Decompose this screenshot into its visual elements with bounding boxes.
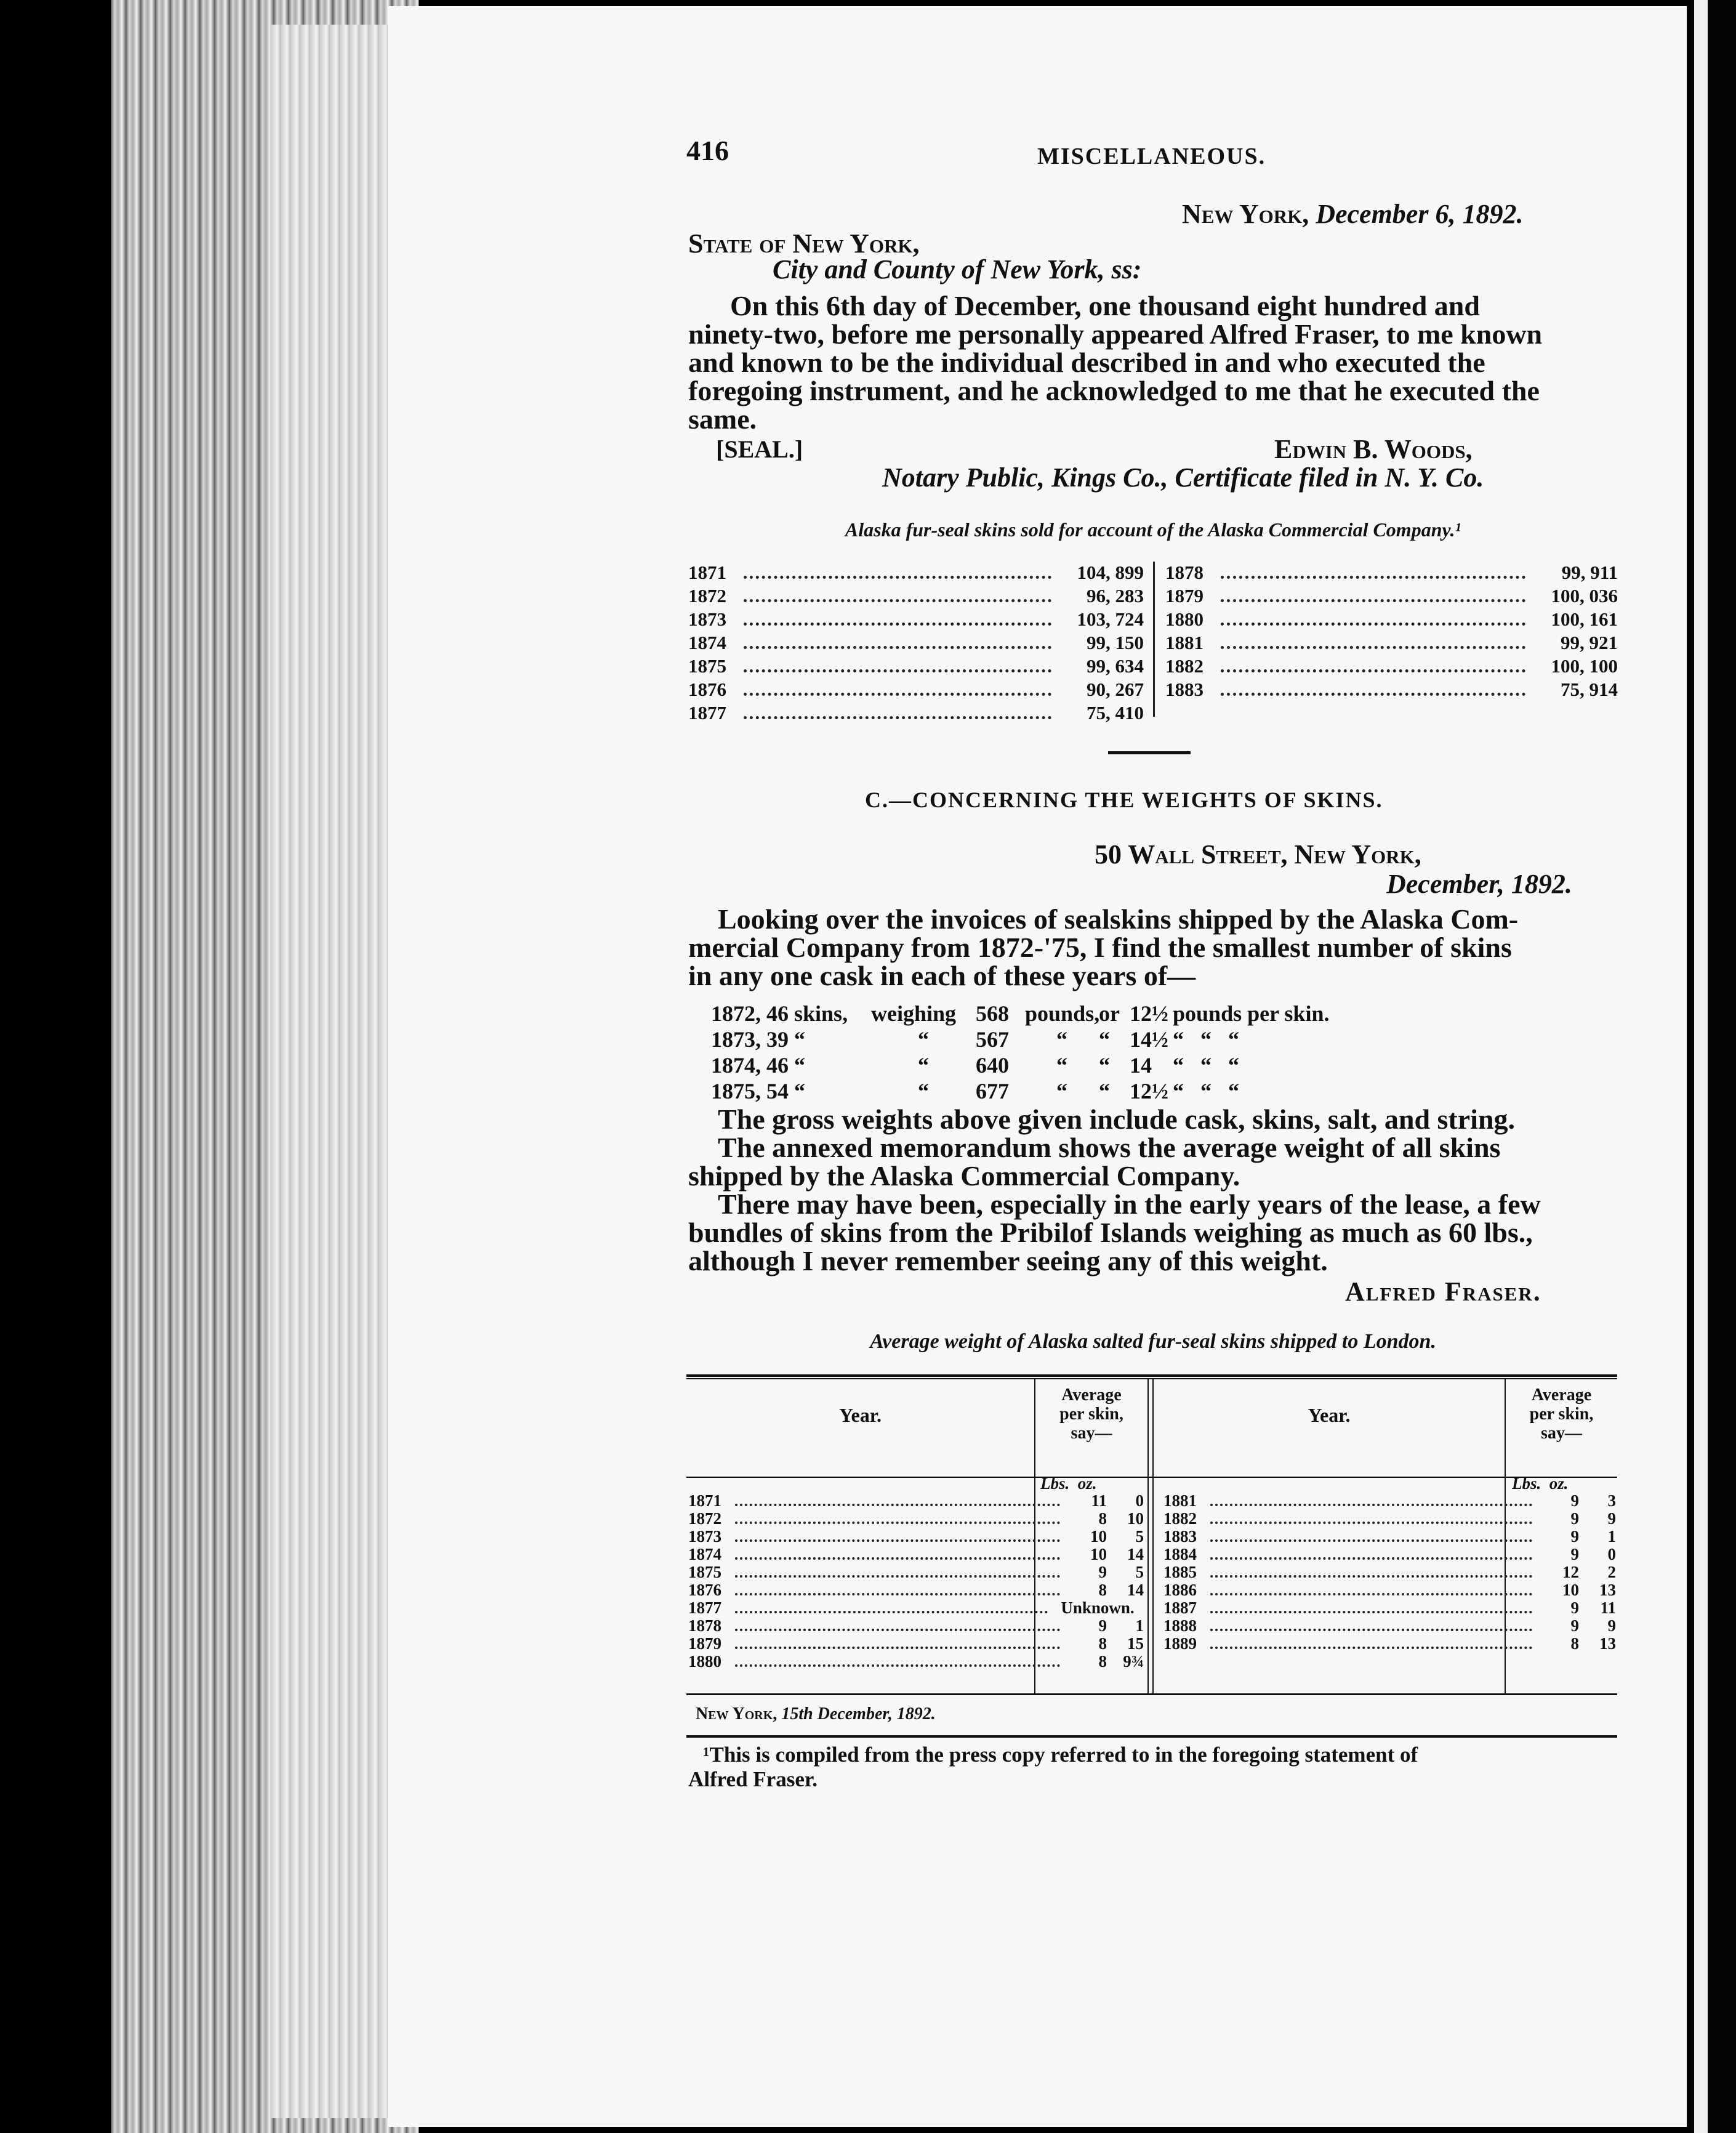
table-row: 1878 9 1 [688, 1616, 1144, 1635]
table-row: 1882 9 9 [1163, 1509, 1616, 1528]
footnote-rule [686, 1735, 1617, 1738]
table-row: 1873 10 5 [688, 1527, 1144, 1546]
affidavit-line: foregoing instrument, and he acknowledged to me that he executed the [688, 375, 1540, 406]
notary-title: Notary Public, Kings Co., Certificate filed in N. Y. Co. [882, 462, 1484, 493]
table-row: 1879 8 15 [688, 1634, 1144, 1653]
avg-table-left [688, 1491, 1144, 1670]
letter-intro [688, 905, 1618, 990]
avg-table-right [1163, 1491, 1616, 1652]
list-item: 1880 100, 161 [1165, 608, 1618, 630]
list-item: 1877 75, 410 [688, 702, 1144, 724]
paragraph-line: shipped by the Alaska Commercial Company. [688, 1160, 1240, 1191]
table-row: 1871 11 0 [688, 1491, 1144, 1510]
units-lbs: Lbs. oz. [1512, 1474, 1569, 1493]
paragraph-line: bundles of skins from the Pribilof Islands weighing as much as 60 lbs., [688, 1217, 1533, 1248]
paragraph-line: There may have been, especially in the early years of the lease, a few [718, 1188, 1541, 1220]
list-item: 1871 104, 899 [688, 562, 1144, 583]
affidavit-state-line: State of New York, [688, 228, 920, 259]
table-row: 1875 9 5 [688, 1563, 1144, 1581]
affidavit-line: and known to be the individual described in and who executed the [688, 347, 1485, 378]
units-lbs: Lbs. oz. [1040, 1474, 1097, 1493]
notary-name: Edwin B. Woods, [1274, 434, 1473, 464]
list-item: 1876 90, 267 [688, 679, 1144, 700]
table-header-rule [686, 1477, 1617, 1478]
col-header-year: Year. [1308, 1404, 1351, 1426]
table-row: 1874 10 14 [688, 1545, 1144, 1563]
section-rule [1108, 751, 1191, 754]
seal-mark: [SEAL.] [716, 435, 803, 463]
avg-table-footer: New York, 15th December, 1892. [696, 1704, 936, 1724]
table-row: 1876 8 14 [688, 1581, 1144, 1599]
letter-body [688, 1105, 1618, 1275]
page-number: 416 [686, 135, 729, 166]
skins-sold-right-column [1165, 562, 1618, 702]
paragraph-line: mercial Company from 1872-'75, I find the smallest number of skins [688, 932, 1512, 963]
col-header-average: Average per skin, say— [1529, 1385, 1594, 1443]
table-row: 1887 9 11 [1163, 1599, 1616, 1617]
skins-sold-divider [1153, 562, 1155, 717]
list-item: 1872, 46 skins, weighing 568 pounds, or 12½ pounds per skin. [711, 1001, 1330, 1026]
avg-table-caption: Average weight of Alaska salted fur-seal skins shipped to London. [870, 1330, 1436, 1353]
col-divider [1147, 1379, 1149, 1693]
paragraph-line: The gross weights above given include cask, skins, salt, and string. [718, 1103, 1516, 1135]
table-row: 1888 9 9 [1163, 1616, 1616, 1635]
table-row: 1886 10 13 [1163, 1581, 1616, 1599]
letter-address: 50 Wall Street, New York, [1095, 839, 1421, 869]
facing-page-edge [1694, 0, 1708, 2133]
running-head-section: MISCELLANEOUS. [1037, 143, 1266, 169]
skins-sold-left-column [688, 562, 1144, 725]
list-item: 1873 103, 724 [688, 608, 1144, 630]
affidavit-place-date: New York, December 6, 1892. [1182, 199, 1524, 229]
signature: Alfred Fraser. [1345, 1276, 1541, 1307]
table-row: 1884 9 0 [1163, 1545, 1616, 1563]
table-row: 1885 12 2 [1163, 1563, 1616, 1581]
list-item: 1881 99, 921 [1165, 632, 1618, 653]
table-row: 1881 9 3 [1163, 1491, 1616, 1510]
list-item: 1878 99, 911 [1165, 562, 1618, 583]
list-item: 1875 99, 634 [688, 655, 1144, 677]
list-item: 1879 100, 036 [1165, 585, 1618, 607]
col-header-year: Year. [838, 1404, 882, 1426]
list-item: 1883 75, 914 [1165, 679, 1618, 700]
section-heading: C.—CONCERNING THE WEIGHTS OF SKINS. [865, 788, 1383, 812]
list-item: 1874, 46 “ “ 640 “ “ 14 “ “ “ [711, 1053, 1239, 1078]
affidavit-line: ninety-two, before me personally appeared Alfred Fraser, to me known [688, 318, 1543, 350]
paragraph-line: in any one cask in each of these years of— [688, 960, 1196, 991]
list-item: 1875, 54 “ “ 677 “ “ 12½ “ “ “ [711, 1079, 1239, 1103]
list-item: 1872 96, 283 [688, 585, 1144, 607]
letter-date: December, 1892. [1386, 869, 1572, 899]
paragraph-line: Looking over the invoices of sealskins shipped by the Alaska Com- [718, 903, 1519, 935]
affidavit-body [688, 292, 1618, 433]
table-bottom-rule [686, 1693, 1617, 1695]
paragraph-line: The annexed memorandum shows the average weight of all skins [718, 1132, 1501, 1163]
table-row: 1872 8 10 [688, 1509, 1144, 1528]
list-item: 1873, 39 “ “ 567 “ “ 14½ “ “ “ [711, 1027, 1239, 1052]
list-item: 1874 99, 150 [688, 632, 1144, 653]
paragraph-line: although I never remember seeing any of this weight. [688, 1245, 1328, 1276]
col-header-average: Average per skin, say— [1059, 1385, 1123, 1443]
table-top-rule [686, 1374, 1617, 1377]
skins-sold-caption: Alaska fur-seal skins sold for account of the Alaska Commercial Company.¹ [845, 518, 1461, 541]
table-row: 1889 8 13 [1163, 1634, 1616, 1653]
table-row: 1880 8 9¾ [688, 1652, 1144, 1671]
list-item: 1882 100, 100 [1165, 655, 1618, 677]
table-row: 1883 9 1 [1163, 1527, 1616, 1546]
affidavit-line: On this 6th day of December, one thousand eight hundred and [730, 290, 1480, 321]
table-top-rule-thin [686, 1378, 1617, 1379]
table-row: 1877 Unknown. [688, 1599, 1135, 1617]
footnote: ¹This is compiled from the press copy referred to in the foregoing statement of Alfred Fraser. [688, 1743, 1418, 1791]
affidavit-line: same. [688, 403, 757, 435]
affidavit-county-line: City and County of New York, ss: [773, 254, 1142, 284]
weights-list [711, 1001, 1511, 1104]
